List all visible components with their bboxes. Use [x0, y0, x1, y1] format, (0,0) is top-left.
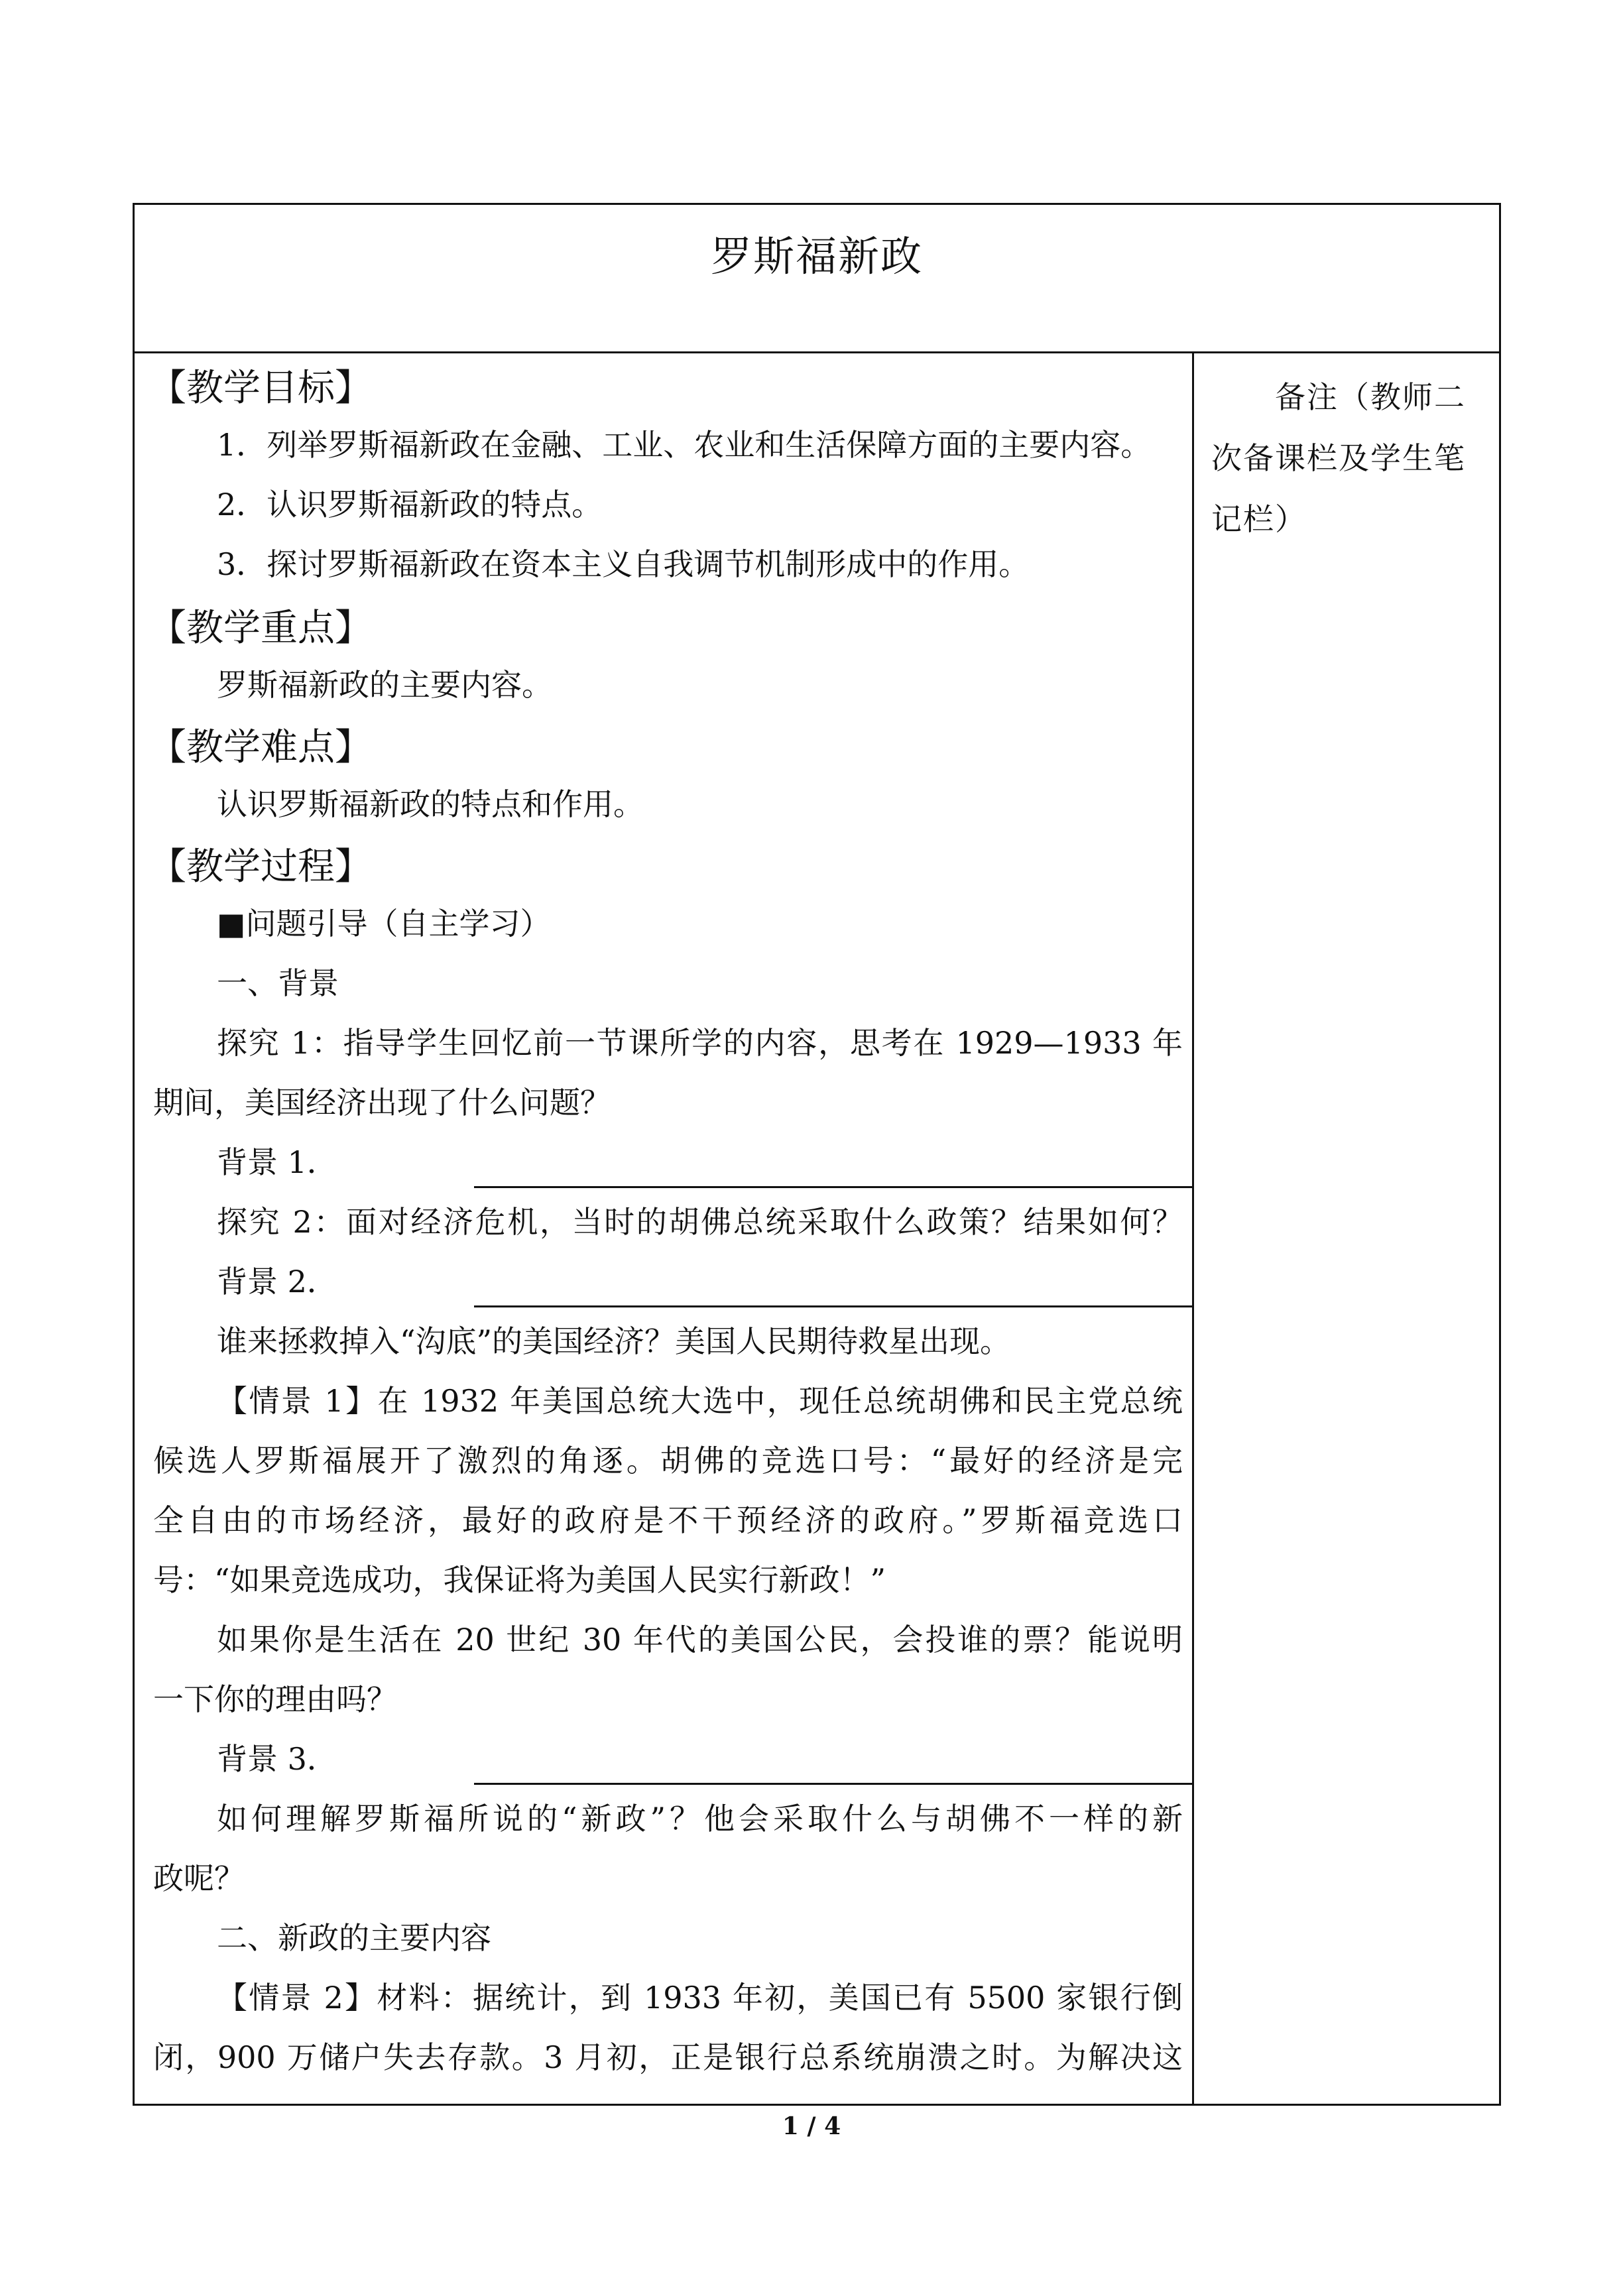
bg2-answer-line — [474, 1305, 1192, 1307]
difficulty-text: 认识罗斯福新政的特点和作用。 — [217, 786, 644, 822]
newdeal-line2: 政呢？ — [153, 1860, 245, 1896]
notes-column — [1194, 353, 1499, 2104]
explore1-line2: 期间，美国经济出现了什么问题？ — [153, 1085, 611, 1120]
scene1-line3: 全自由的市场经济，最好的政府是不干预经济的政府。”罗斯福竞选口 — [153, 1502, 1183, 1538]
scene2-line1: 【情景 2】材料：据统计，到 1933 年初，美国已有 5500 家银行倒 — [217, 1980, 1183, 2016]
bg2-label: 背景 2． — [217, 1264, 337, 1299]
notes-label: 备注（教师二次备课栏及学生笔记栏） — [1211, 379, 1466, 537]
vote-line2: 一下你的理由吗？ — [153, 1681, 397, 1717]
objectives-heading: 【教学目标】 — [149, 367, 372, 410]
newdeal-line1: 如何理解罗斯福所说的“新政”？他会采取什么与胡佛不一样的新 — [217, 1801, 1183, 1837]
guide-text: ■问题引导（自主学习） — [217, 906, 551, 941]
scene1-line4: 号：“如果竞选成功，我保证将为美国人民实行新政！” — [153, 1562, 886, 1598]
bg1-label: 背景 1． — [217, 1144, 337, 1180]
scene1-line2: 候选人罗斯福展开了激烈的角逐。胡佛的竞选口号：“最好的经济是完 — [153, 1443, 1183, 1479]
objective-2: 2．认识罗斯福新政的特点。 — [217, 487, 603, 522]
explore1-line1: 探究 1：指导学生回忆前一节课所学的内容，思考在 1929—1933 年 — [217, 1025, 1183, 1061]
part1-heading: 一、背景 — [217, 965, 339, 1001]
page-title: 罗斯福新政 — [710, 232, 923, 280]
vote-line1: 如果你是生活在 20 世纪 30 年代的美国公民，会投谁的票？能说明 — [217, 1622, 1183, 1658]
explore2-text: 探究 2：面对经济危机，当时的胡佛总统采取什么政策？结果如何？ — [217, 1204, 1183, 1240]
title-row — [135, 205, 1499, 353]
scene1-line1: 【情景 1】在 1932 年美国总统大选中，现任总统胡佛和民主党总统 — [217, 1383, 1183, 1419]
key-heading: 【教学重点】 — [149, 607, 372, 650]
part2-heading: 二、新政的主要内容 — [217, 1920, 491, 1956]
bg3-label: 背景 3． — [217, 1741, 337, 1777]
key-text: 罗斯福新政的主要内容。 — [217, 667, 552, 703]
lesson-table — [133, 203, 1501, 2106]
scene2-line2: 闭，900 万储户失去存款。3 月初，正是银行总系统崩溃之时。为解决这 — [153, 2039, 1183, 2075]
bg3-answer-line — [474, 1783, 1192, 1785]
page-number: 1 / 4 — [782, 2112, 841, 2140]
process-heading: 【教学过程】 — [149, 845, 372, 888]
rescue-text: 谁来拯救掉入“沟底”的美国经济？美国人民期待救星出现。 — [217, 1323, 1011, 1359]
lesson-content — [135, 353, 1192, 2104]
bg1-answer-line — [474, 1186, 1192, 1188]
objective-1: 1．列举罗斯福新政在金融、工业、农业和生活保障方面的主要内容。 — [217, 427, 1152, 463]
objective-3: 3．探讨罗斯福新政在资本主义自我调节机制形成中的作用。 — [217, 546, 1030, 582]
difficulty-heading: 【教学难点】 — [149, 726, 372, 769]
main-content-column — [135, 353, 1194, 2104]
